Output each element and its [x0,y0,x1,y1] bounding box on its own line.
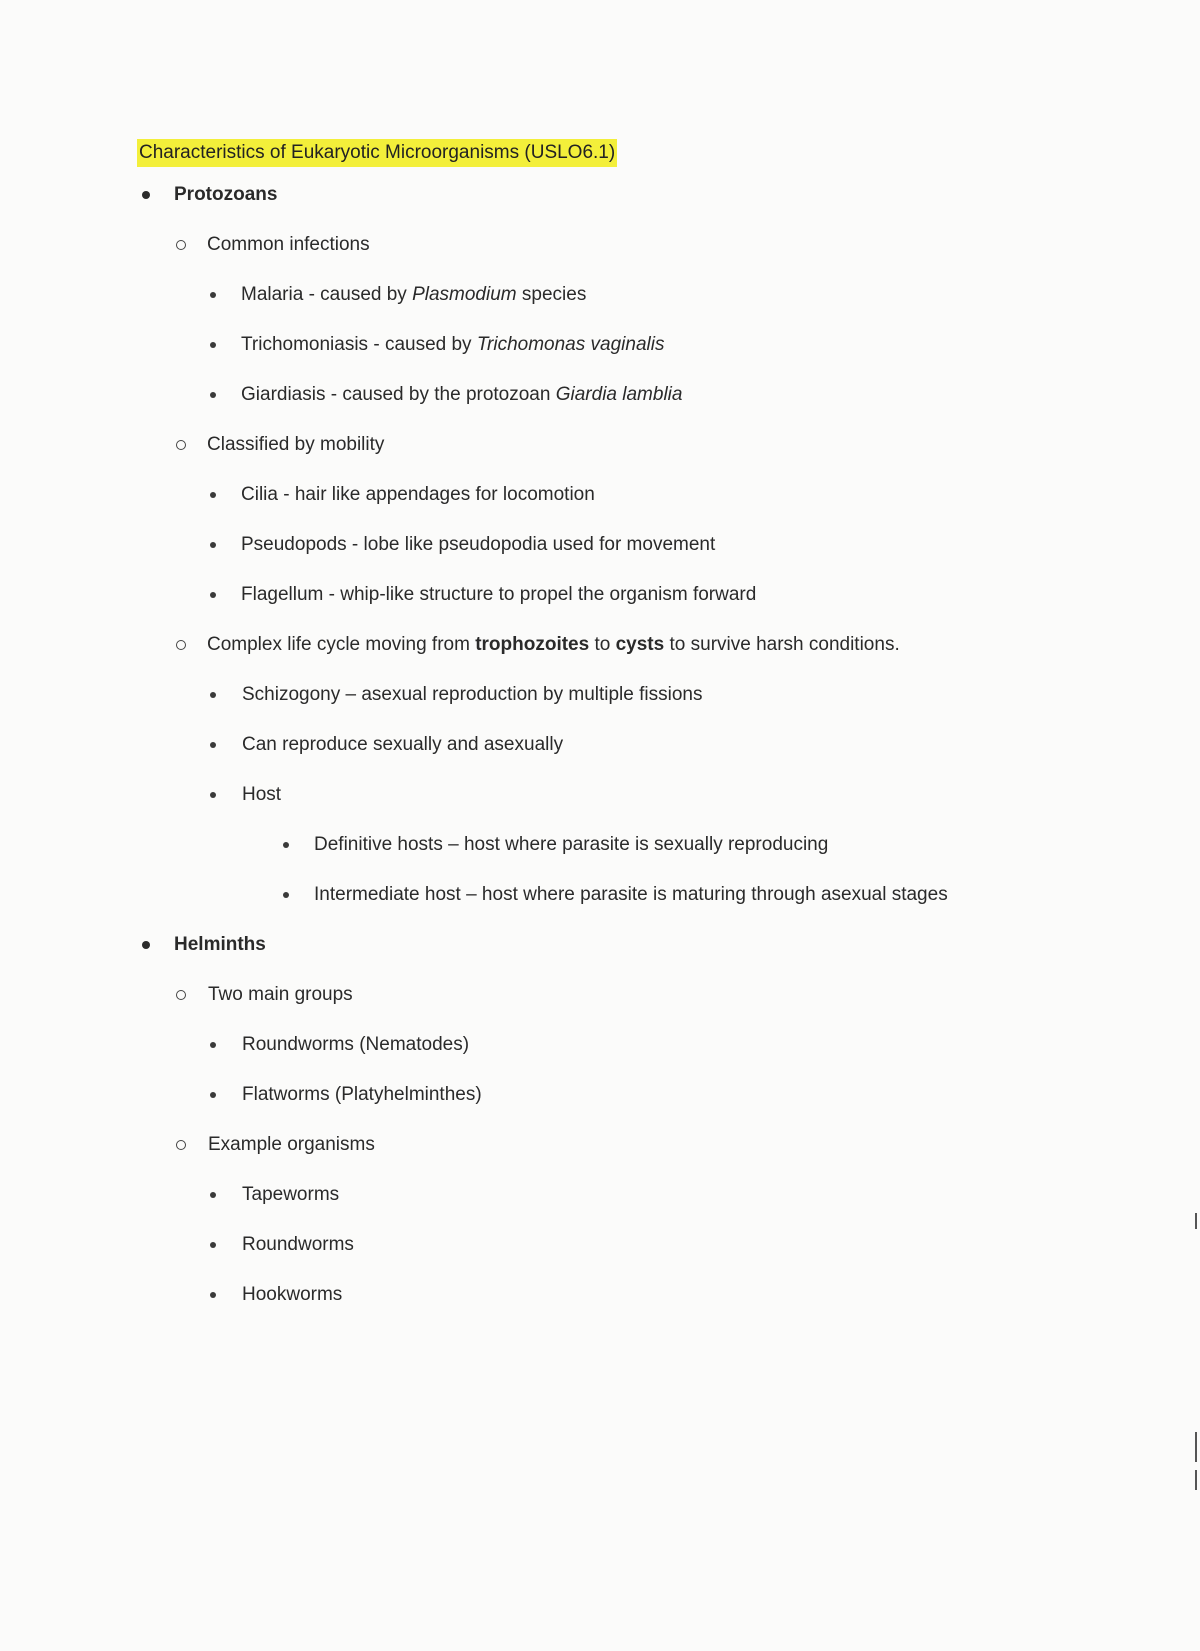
groups-item [176,981,576,1009]
examples-item [176,1131,576,1159]
bullet-icon [210,792,216,798]
hollow-bullet-icon [176,240,186,250]
life-cycle-detail: Can reproduce sexually and asexually [242,734,564,755]
list-item [210,1181,610,1209]
list-item [210,281,810,309]
list-item [210,781,910,809]
mobility-label: Classified by mobility [207,434,385,455]
groups-label: Two main groups [208,984,353,1005]
protozoans-label: Protozoans [174,184,278,205]
example-text: Hookworms [242,1284,343,1305]
bullet-icon [210,492,216,498]
common-infections-item [176,231,576,259]
list-item [210,481,910,509]
bullet-icon [210,1092,216,1098]
scan-mark [1195,1470,1197,1490]
bullet-icon [283,892,289,898]
hollow-bullet-icon [176,1140,186,1150]
list-item [210,381,810,409]
list-item [210,1231,610,1259]
mobility-text: Pseudopods - lobe like pseudopodia used for movement [241,534,716,555]
helminths-item [140,931,440,959]
infection-text: Giardiasis - caused by the protozoan Giardia lamblia [241,384,683,405]
bullet-icon [210,1242,216,1248]
bullet-icon [210,692,216,698]
bullet-icon [210,1192,216,1198]
host-detail: Intermediate host – host where parasite is maturing through asexual stages [314,884,948,905]
bullet-icon [210,1292,216,1298]
hollow-bullet-icon [176,640,186,650]
list-item [210,581,960,609]
scan-mark [1195,1432,1197,1462]
host-detail: Definitive hosts – host where parasite is sexually reproducing [314,834,829,855]
group-text: Flatworms (Platyhelminthes) [242,1084,482,1105]
infection-text: Malaria - caused by Plasmodium species [241,284,587,305]
common-infections-label: Common infections [207,234,370,255]
list-item [210,1081,810,1109]
bullet-icon [210,292,216,298]
helminths-label: Helminths [174,934,266,955]
bullet-icon [142,191,150,199]
list-item [210,731,910,759]
hollow-bullet-icon [176,990,186,1000]
bullet-icon [283,842,289,848]
example-text: Roundworms [242,1234,354,1255]
bullet-icon [210,742,216,748]
bullet-icon [210,1042,216,1048]
life-cycle-item [176,631,1076,659]
mobility-item [176,431,576,459]
infection-text: Trichomoniasis - caused by Trichomonas vaginalis [241,334,665,355]
host-label: Host [242,784,282,805]
list-item [283,881,1163,909]
bullet-icon [210,542,216,548]
life-cycle-detail: Schizogony – asexual reproduction by multiple fissions [242,684,703,705]
list-item [210,1031,810,1059]
hollow-bullet-icon [176,440,186,450]
life-cycle-text: Complex life cycle moving from trophozoites to cysts to survive harsh conditions. [207,634,900,655]
bullet-icon [142,941,150,949]
mobility-text: Flagellum - whip-like structure to propel the organism forward [241,584,757,605]
scan-mark [1195,1213,1197,1229]
examples-label: Example organisms [208,1134,375,1155]
group-text: Roundworms (Nematodes) [242,1034,470,1055]
list-item [210,531,910,559]
list-item [210,1281,610,1309]
mobility-text: Cilia - hair like appendages for locomotion [241,484,595,505]
protozoans-item [140,181,440,209]
page-title: Characteristics of Eukaryotic Microorganisms (USLO6.1) [137,139,617,167]
bullet-icon [210,392,216,398]
bullet-icon [210,342,216,348]
example-text: Tapeworms [242,1184,340,1205]
bullet-icon [210,592,216,598]
list-item [210,681,910,709]
list-item [283,831,1083,859]
list-item [210,331,810,359]
